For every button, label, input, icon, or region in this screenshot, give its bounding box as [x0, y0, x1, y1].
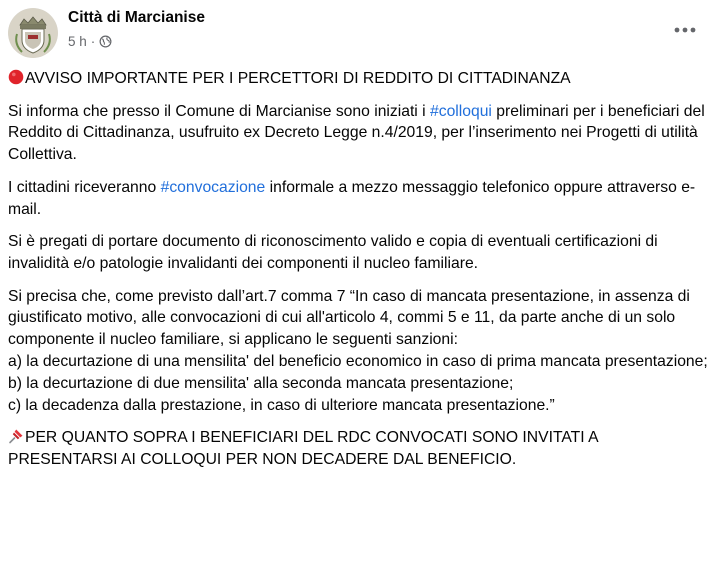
hashtag-convocazione-link[interactable]: #convocazione — [160, 178, 266, 196]
sanction-a: a) la decurtazione di una mensilita' del beneficio economico in caso di prima mancata presentazione; — [8, 352, 708, 370]
coat-of-arms-icon — [8, 8, 58, 58]
paragraph-3: Si è pregati di portare documento di riconoscimento valido e copia di eventuali certificazioni di invalidità e/o patologie invalidanti dei componenti il nucleo familiare. — [8, 233, 658, 272]
sanction-b: b) la decurtazione di due mensilita' alla seconda mancata presentazione; — [8, 374, 514, 392]
paragraph-2 — [8, 177, 708, 221]
paragraph-1-text-a: Si informa che presso il Comune di Marcianise sono iniziati i — [8, 102, 430, 120]
globe-icon[interactable] — [99, 35, 112, 48]
red-circle-icon — [8, 69, 24, 85]
post-title: AVVISO IMPORTANTE PER I PERCETTORI DI REDDITO DI CITTADINANZA — [25, 70, 571, 87]
post-timestamp[interactable]: 5 h — [68, 34, 87, 49]
hashtag-colloqui-link[interactable]: #colloqui — [430, 102, 492, 120]
closing-paragraph — [8, 427, 708, 471]
more-options-icon — [674, 27, 696, 33]
paragraph-4 — [8, 286, 708, 417]
closing-text: PER QUANTO SOPRA I BENEFICIARI DEL RDC CONVOCATI SONO INVITATI A PRESENTARSI AI COLLOQUI PER NON DECADERE DAL BENEFICIO. — [8, 429, 598, 468]
page-name-link[interactable]: Città di Marcianise — [68, 9, 205, 26]
sanction-c: c) la decadenza dalla prestazione, in caso di ulteriore mancata presentazione.” — [8, 396, 555, 414]
post-meta — [68, 34, 112, 49]
paragraph-1 — [8, 101, 708, 166]
sanctions-intro: Si precisa che, come previsto dall’art.7 comma 7 “In caso di mancata presentazione, in assenza di giustificato motivo, alle convocazioni di cui all'articolo 4, commi 5 e 11, da parte anche di un solo componente il nucleo familiare, si applicano le seguenti sanzioni: — [8, 287, 690, 349]
paragraph-2-text-b: informale a mezzo messaggio telefonico oppure attraverso e-mail. — [8, 178, 696, 218]
post-header — [8, 6, 713, 58]
pushpin-icon — [8, 428, 24, 444]
post-body — [8, 68, 708, 482]
post-title-line — [8, 68, 708, 90]
meta-separator: · — [90, 34, 96, 49]
paragraph-2-text-a: I cittadini riceveranno — [8, 178, 161, 196]
page-avatar[interactable] — [8, 8, 58, 58]
paragraph-1-text-b: preliminari per i beneficiari del Reddito di Cittadinanza, usufruito ex Decreto Legge n.4/2019, per l’inserimento nei Progetti di utilità Collettiva. — [8, 102, 705, 164]
more-options-button[interactable] — [671, 16, 699, 44]
